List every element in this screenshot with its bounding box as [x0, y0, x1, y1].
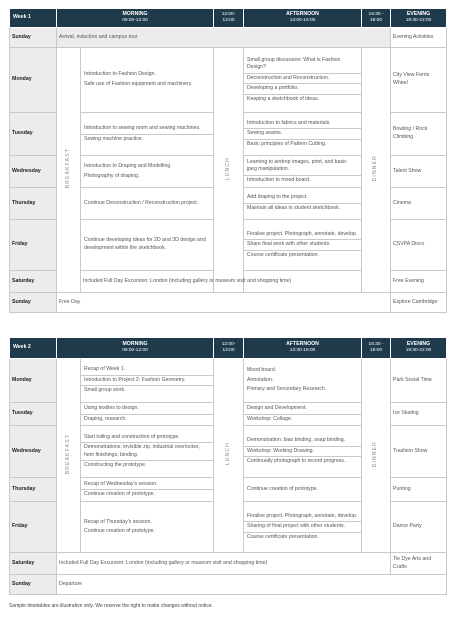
w2-day-thursday: Thursday	[10, 478, 57, 502]
week2-title: Week 2	[10, 338, 57, 359]
w2-morning-thursday: Recap of Wednesday's session. Continue creation of prototype.	[81, 478, 214, 502]
afternoon-header: AFTERNOON 13:00-16:00	[244, 9, 362, 28]
w2-day-tuesday: Tuesday	[10, 403, 57, 426]
evening-thursday: Cinema	[391, 188, 447, 220]
lunch-header: 12:00- 13:00	[214, 9, 244, 28]
morning-thursday: Continue Deconstruction / Reconstruction project.	[81, 188, 214, 220]
week1-title: Week 1	[10, 9, 57, 28]
dinner-label: DINNER	[362, 48, 391, 293]
afternoon-header-w2: AFTERNOON 13:30-16:00	[244, 338, 362, 359]
w2-evening-tuesday: Ice Skating	[391, 403, 447, 426]
w2-evening-saturday: Tie Dye Arts and Crafts	[391, 553, 447, 575]
w2-saturday-excursion: Included Full Day Excursion: London (including gallery or museum visit and shopping time)	[57, 553, 391, 575]
w2-day-sunday: Sunday	[10, 575, 57, 595]
day-tuesday: Tuesday	[10, 113, 57, 156]
w2-afternoon-monday: Mood board. Annotation. Primary and Secondary Research.	[244, 359, 362, 403]
day-wednesday: Wednesday	[10, 156, 57, 188]
morning-header: MORNING 09:00-12:00	[57, 9, 214, 28]
breakfast-label: BREAKFAST	[57, 48, 81, 293]
dinner-label-w2: DINNER	[362, 359, 391, 553]
w2-evening-wednesday: Trashion Show	[391, 426, 447, 478]
w2-morning-friday: Recap of Thursday's session. Continue creation of prototype.	[81, 502, 214, 553]
dinner-header-w2: 16:30 - 18:00	[362, 338, 391, 359]
evening-header: EVENING 19:30-22:00	[391, 9, 447, 28]
morning-tuesday: Introduction to sewing room and sewing machines. Sewing machine practice.	[81, 113, 214, 156]
w2-sunday-departure: Departure	[57, 575, 447, 595]
afternoon-friday: Finalise project. Photograph, annotate, develop. Share final work with other students. Course certificate presentation.	[244, 220, 362, 271]
w2-afternoon-tuesday: Design and Development. Workshop: Collage.	[244, 403, 362, 426]
afternoon-wednesday: Learning to airdrop images, print, and basic jpeg manipulation. Introduction to mood board.	[244, 156, 362, 188]
w2-day-friday: Friday	[10, 502, 57, 553]
afternoon-monday: Small group discussion: What is Fashion Design? Deconstruction and Reconstruction. Developing a portfolio. Keeping a sketchbook of ideas.	[244, 48, 362, 113]
afternoon-tuesday: Introduction to fabrics and materials. Sewing seams. Basic principles of Pattern Cutting.	[244, 113, 362, 156]
morning-wednesday: Introduction to Draping and Modelling. Photography of draping.	[81, 156, 214, 188]
w2-evening-monday: Park Social Time	[391, 359, 447, 403]
arrival-cell: Arrival, induction and campus tour	[57, 28, 391, 48]
day-sunday-free: Sunday	[10, 293, 57, 313]
w2-evening-thursday: Punting	[391, 478, 447, 502]
w2-morning-wednesday: Start toiling and construction of prototype. Demonstrations: invisible zip, industrial overlocker, hem finishings, binding. Constructing the prototype.	[81, 426, 214, 478]
evening-header-w2: EVENING 19:30-22:00	[391, 338, 447, 359]
day-sunday: Sunday	[10, 28, 57, 48]
day-monday: Monday	[10, 48, 57, 113]
evening-sunday-free: Explore Cambridge	[391, 293, 447, 313]
w2-afternoon-friday: Finalise project. Photograph, annotate, develop. Sharing of final project with other students. Course certificate presentation.	[244, 502, 362, 553]
evening-tuesday: Bowling / Rock Climbing	[391, 113, 447, 156]
w2-day-monday: Monday	[10, 359, 57, 403]
evening-sunday: Evening Activities	[391, 28, 447, 48]
saturday-excursion: Included Full Day Excursion: London (including gallery or museum visit and shopping time)	[81, 271, 362, 293]
evening-saturday: Free Evening	[391, 271, 447, 293]
evening-monday: City View Ferris Wheel	[391, 48, 447, 113]
w2-afternoon-wednesday: Demonstration: bias binding, snap binding. Workshop: Working Drawing. Continually photograph to record progress.	[244, 426, 362, 478]
morning-friday: Continue developing ideas for 2D and 3D design and development within the sketchbook.	[81, 220, 214, 271]
sunday-free-day: Free Day	[57, 293, 391, 313]
w2-morning-monday: Recap of Week 1. Introduction to Project 2: Fashion Geometry. Small group work.	[81, 359, 214, 403]
dinner-header: 16:30 - 18:00	[362, 9, 391, 28]
lunch-label-w2: LUNCH	[214, 359, 244, 553]
evening-friday: CSVPA Disco	[391, 220, 447, 271]
week1-timetable	[9, 8, 447, 313]
day-saturday: Saturday	[10, 271, 57, 293]
lunch-label: LUNCH	[214, 48, 244, 293]
w2-day-wednesday: Wednesday	[10, 426, 57, 478]
afternoon-thursday: Add draping to the project. Maintain all ideas in student sketchbook.	[244, 188, 362, 220]
w2-morning-tuesday: Using textiles to design. Draping, research.	[81, 403, 214, 426]
w2-day-saturday: Saturday	[10, 553, 57, 575]
day-thursday: Thursday	[10, 188, 57, 220]
evening-wednesday: Talent Show	[391, 156, 447, 188]
lunch-header-w2: 12:00- 13:00	[214, 338, 244, 359]
day-friday: Friday	[10, 220, 57, 271]
w2-afternoon-thursday: Continue creation of prototype.	[244, 478, 362, 502]
breakfast-label-w2: BREAKFAST	[57, 359, 81, 553]
w2-evening-friday: Dance Party	[391, 502, 447, 553]
footnote: Sample timetables are illustrative only. We reserve the right to make changes without notice.	[9, 603, 214, 609]
week2-timetable	[9, 337, 447, 595]
morning-header-w2: MORNING 09:00-12:00	[57, 338, 214, 359]
morning-monday: Introduction to Fashion Design. Safe use of Fashion equipment and machinery.	[81, 48, 214, 113]
